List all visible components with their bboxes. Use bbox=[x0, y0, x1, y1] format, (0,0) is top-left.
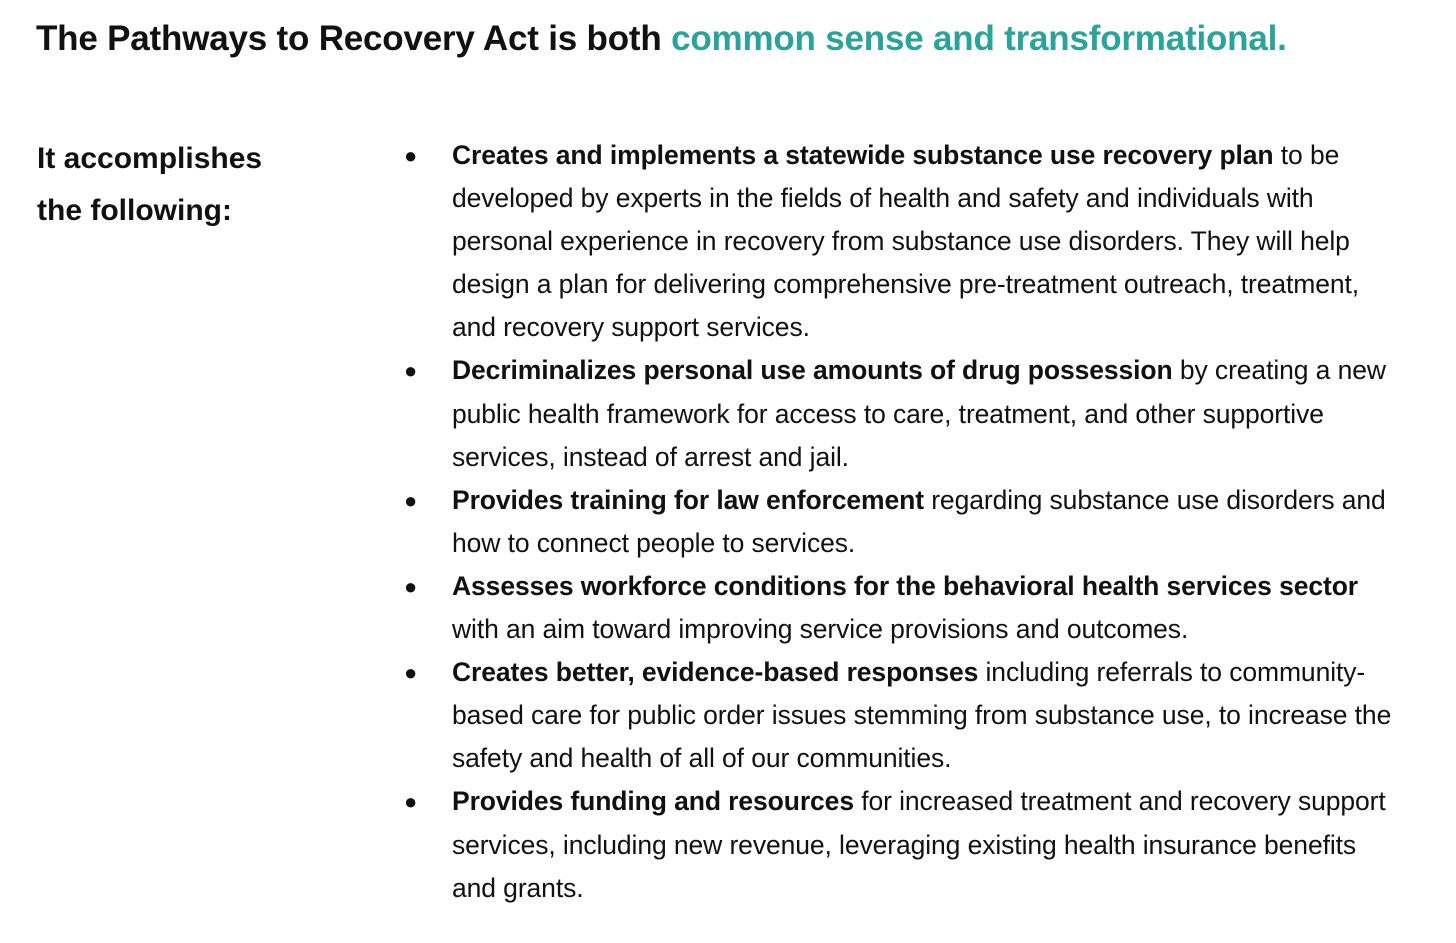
bullet-icon: ● bbox=[404, 660, 418, 686]
section-label-line-2: the following: bbox=[37, 194, 232, 227]
list-item-rest: for increased treatment and recovery support services, including new revenue, leveraging existing health insurance benefits and grants. bbox=[452, 786, 1386, 903]
list-item-rest: including referrals to community-based care for public order issues stemming from substance use, to increase the safety and health of all of our communities. bbox=[452, 657, 1392, 774]
list-item-text bbox=[452, 780, 1404, 909]
list-item-text bbox=[452, 651, 1404, 780]
list-item-bold: Provides funding and resources bbox=[452, 786, 854, 817]
list-item-bold: Creates better, evidence-based responses bbox=[452, 657, 979, 688]
list-item bbox=[404, 134, 1404, 349]
list-item-rest: by creating a new public health framework for access to care, treatment, and other supportive services, instead of arrest and jail. bbox=[452, 355, 1386, 472]
accomplishments-list bbox=[404, 134, 1404, 910]
section-label bbox=[37, 133, 357, 237]
list-item-text bbox=[452, 565, 1404, 651]
list-item-rest: with an aim toward improving service provisions and outcomes. bbox=[452, 614, 1189, 645]
headline-accent: common sense and transformational. bbox=[671, 19, 1287, 58]
page-headline bbox=[36, 14, 1287, 64]
list-item bbox=[404, 651, 1404, 780]
bullet-icon: ● bbox=[404, 573, 418, 599]
list-item bbox=[404, 479, 1404, 565]
section-label-line-1: It accomplishes bbox=[37, 142, 263, 175]
list-item-text bbox=[452, 134, 1404, 349]
bullet-icon: ● bbox=[404, 487, 418, 513]
list-item-bold: Assesses workforce conditions for the behavioral health services sector bbox=[452, 570, 1359, 601]
list-item-text bbox=[452, 349, 1404, 478]
bullet-icon: ● bbox=[404, 143, 418, 168]
list-item-text bbox=[452, 479, 1404, 565]
list-item bbox=[404, 349, 1404, 478]
list-item bbox=[404, 565, 1404, 651]
list-item-rest: to be developed by experts in the fields of health and safety and individuals with personal experience in recovery from substance use disorders. They will help design a plan for delivering comprehensive pre-treatment outreach, treatment, and recovery support services. bbox=[452, 140, 1360, 343]
headline-lead: The Pathways to Recovery Act is both bbox=[36, 19, 672, 58]
list-item-bold: Creates and implements a statewide substance use recovery plan bbox=[452, 140, 1274, 170]
list-item bbox=[404, 780, 1404, 909]
list-item-bold: Provides training for law enforcement bbox=[452, 484, 924, 515]
list-item-bold: Decriminalizes personal use amounts of drug possession bbox=[452, 355, 1173, 386]
bullet-icon: ● bbox=[404, 789, 418, 815]
list-item-rest: regarding substance use disorders and how to connect people to services. bbox=[452, 484, 1386, 558]
bullet-icon: ● bbox=[404, 358, 418, 384]
